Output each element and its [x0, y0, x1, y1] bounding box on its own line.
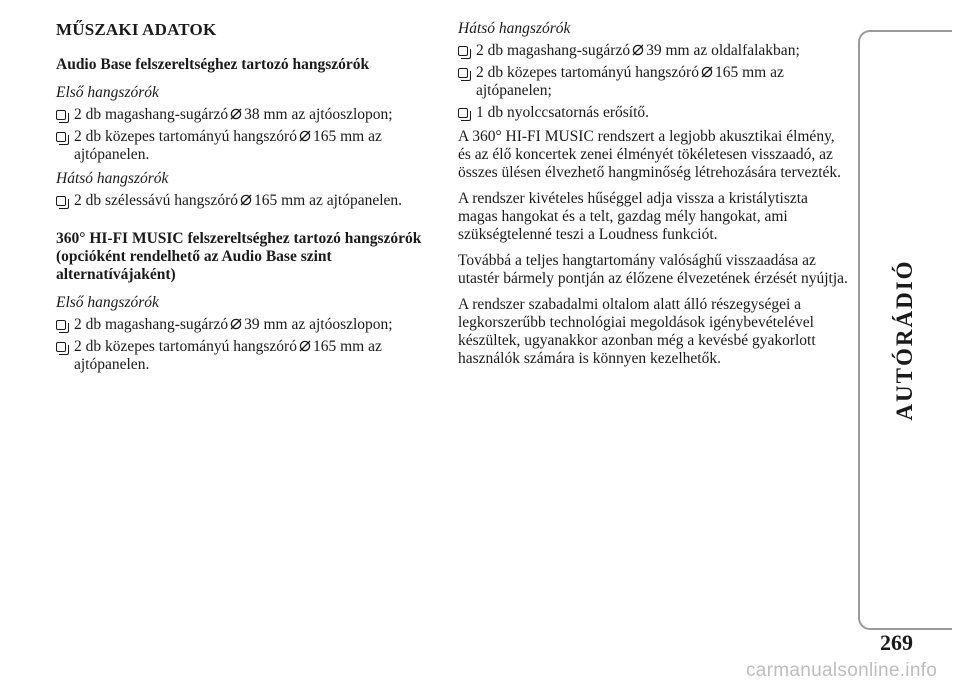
list-item: [56, 128, 448, 164]
item-value: 39 mm az oldalfalakban;: [646, 42, 800, 59]
diameter-icon: [230, 108, 242, 120]
item-text: 2 db magashang-sugárzó: [74, 106, 229, 123]
item-value: 165 mm az ajtópanelen.: [254, 192, 403, 209]
checkbox-bullet-icon: [56, 196, 66, 206]
list-item: [56, 316, 448, 334]
checkbox-bullet-icon: [56, 132, 66, 142]
item-text: 2 db közepes tartományú hangszóró: [74, 338, 297, 355]
paragraph: A rendszer kivételes hűséggel adja vissza a kristálytiszta magas hangokat és a telt, gazdag mély hangokat, ami szükségtelenné teszi a Loudness funkciót.: [458, 190, 808, 243]
diameter-icon: [230, 318, 242, 330]
front-speakers-label: Első hangszórók: [56, 294, 159, 311]
diameter-icon: [299, 340, 311, 352]
item-text: 2 db szélessávú hangszóró: [74, 192, 238, 209]
paragraph: A 360° HI-FI MUSIC rendszert a legjobb akusztikai élmény, és az élő koncertek zenei élményét tökéletesen visszaadó, az összes ülésen élvezhető hangminőség létrehozására tervezték.: [458, 128, 842, 181]
list-item: [458, 42, 850, 60]
chapter-label: AUTÓRÁDIÓ: [892, 259, 917, 421]
paragraph: A rendszer szabadalmi oltalom alatt álló részegységei a legkorszerűbb technológiai megoldások igénybevételével készültek, ugyanakkor azonban még a kevésbé gyakorlott használók számára is könnyen kezelhetők.: [458, 296, 816, 367]
item-value: 39 mm az ajtóoszlopon;: [244, 316, 393, 333]
list-item: [56, 192, 448, 210]
rear-speakers-label: Hátsó hangszórók: [458, 20, 571, 37]
item-value: 165 mm az ajtópanelen.: [74, 338, 382, 373]
item-value: 165 mm az ajtópanelen;: [476, 64, 784, 99]
diameter-icon: [632, 44, 644, 56]
item-value: 165 mm az ajtópanelen.: [74, 128, 382, 163]
left-column: [56, 20, 448, 380]
front-speakers-label: Első hangszórók: [56, 84, 159, 101]
checkbox-bullet-icon: [56, 320, 66, 330]
checkbox-bullet-icon: [56, 110, 66, 120]
hifi-heading-note: (opcióként rendelhető az Audio Base szint alternatívájaként): [56, 248, 332, 283]
item-value: 38 mm az ajtóoszlopon;: [244, 106, 393, 123]
checkbox-bullet-icon: [458, 68, 468, 78]
item-text: 1 db nyolccsatornás erősítő.: [476, 104, 650, 121]
front-speakers-list: [56, 316, 448, 374]
list-item: [458, 64, 850, 100]
list-item: [458, 104, 850, 122]
item-text: 2 db magashang-sugárzó: [74, 316, 229, 333]
list-item: [56, 106, 448, 124]
diameter-icon: [240, 194, 252, 206]
watermark: carmanualsonline.info: [746, 660, 938, 681]
item-text: 2 db magashang-sugárzó: [476, 42, 631, 59]
rear-speakers-list: [56, 192, 448, 210]
diameter-icon: [701, 66, 713, 78]
right-column: [458, 20, 850, 376]
rear-speakers-list: [458, 42, 850, 122]
checkbox-bullet-icon: [458, 108, 468, 118]
section-title: MŰSZAKI ADATOK: [56, 20, 217, 39]
diameter-icon: [299, 130, 311, 142]
page-number: 269: [880, 630, 913, 655]
item-text: 2 db közepes tartományú hangszóró: [476, 64, 699, 81]
rear-speakers-label: Hátsó hangszórók: [56, 170, 169, 187]
audio-base-heading: Audio Base felszereltséghez tartozó hangszórók: [56, 56, 370, 73]
front-speakers-list: [56, 106, 448, 164]
hifi-heading: [56, 230, 448, 248]
checkbox-bullet-icon: [458, 46, 468, 56]
item-text: 2 db közepes tartományú hangszóró: [74, 128, 297, 145]
checkbox-bullet-icon: [56, 342, 66, 352]
paragraph: Továbbá a teljes hangtartomány valósághű visszaadása az utastér bármely pontján az élőzene élvezetének érzését nyújtja.: [458, 252, 848, 287]
list-item: [56, 338, 448, 374]
hifi-heading-line1: 360° HI-FI MUSIC felszereltséghez tartozó hangszórók: [56, 230, 422, 247]
